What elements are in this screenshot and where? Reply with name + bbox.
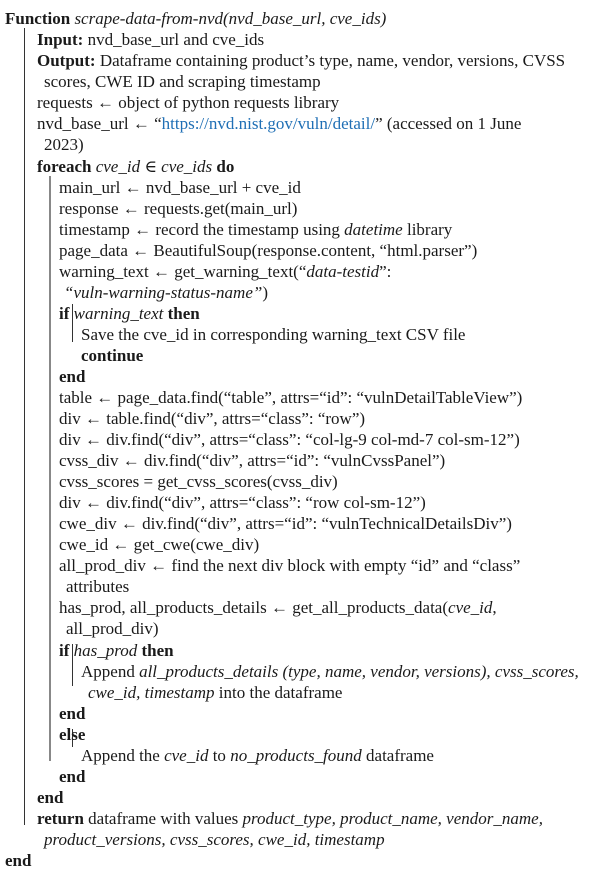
if-keyword: if	[59, 641, 70, 660]
input-text: nvd_base_url and cve_ids	[87, 30, 265, 49]
nvd-link[interactable]: https://nvd.nist.gov/vuln/detail/	[161, 114, 376, 133]
return-line	[37, 808, 543, 829]
if-cond: warning_text	[73, 304, 164, 323]
div2-line	[59, 429, 520, 450]
output-line-cont	[44, 71, 321, 92]
function-header	[5, 8, 386, 29]
base-url-suffix: ” (accessed on 1 June	[375, 114, 522, 133]
warning-pre: warning_text ← get_warning_text(“	[59, 262, 307, 281]
function-signature: scrape-data-from-nvd(nvd_base_url, cve_ids)	[74, 9, 387, 28]
has-prod-pre: has_prod, all_products_details ← get_all_products_data(	[59, 598, 449, 617]
output-label: Output:	[37, 51, 96, 70]
end-if-warning	[59, 366, 85, 387]
page-data-text: page_data ← BeautifulSoup(response.content, “html.parser”)	[59, 241, 478, 260]
output-line	[37, 50, 565, 71]
main-url-text: main_url ← nvd_base_url + cve_id	[59, 178, 301, 197]
base-url-prefix: nvd_base_url ← “	[37, 114, 162, 133]
cvss-div-line	[59, 450, 445, 471]
append1-pre: Append	[81, 662, 140, 681]
input-line	[37, 29, 264, 50]
cwe-div-line	[59, 513, 512, 534]
cvss-div-text: cvss_div ← div.find(“div”, attrs=“id”: “vulnCvssPanel”)	[59, 451, 446, 470]
if-keyword: if	[59, 304, 70, 323]
append2-pre: Append the	[81, 746, 165, 765]
if2-cond: has_prod	[73, 641, 138, 660]
else-line	[59, 724, 85, 745]
all-prod-line-cont	[66, 576, 129, 597]
foreach-keyword: foreach	[37, 157, 92, 176]
end-if-has-prod	[59, 703, 85, 724]
table-line	[59, 387, 522, 408]
return-line-cont	[44, 829, 385, 850]
timestamp-line	[59, 219, 452, 240]
append2-mid: to	[208, 746, 231, 765]
function-scope-bar	[24, 28, 25, 825]
warning-cont-post: )	[262, 283, 269, 302]
if-warning-line	[59, 303, 200, 324]
has-prod-cont: all_prod_div)	[66, 619, 159, 638]
table-text: table ← page_data.find(“table”, attrs=“id”: “vulnDetailTableView”)	[59, 388, 523, 407]
warning-post: ”:	[379, 262, 392, 281]
append1-it: all_products_details (type, name, vendor, versions), cvss_scores,	[139, 662, 579, 681]
page-data-line	[59, 240, 477, 261]
cvss-scores-text: cvss_scores = get_cvss_scores(cvss_div)	[59, 472, 338, 491]
all-prod-cont: attributes	[66, 577, 130, 596]
base-url-line	[37, 113, 521, 134]
append2-line	[81, 745, 434, 766]
timestamp-post: library	[402, 220, 453, 239]
continue-keyword: continue	[81, 346, 144, 365]
div1-text: div ← table.find(“div”, attrs=“class”: “row”)	[59, 409, 366, 428]
output-text-cont: scores, CWE ID and scraping timestamp	[44, 72, 321, 91]
return-it: product_type, product_name, vendor_name,	[242, 809, 543, 828]
append1-cont-post: into the dataframe	[214, 683, 343, 702]
return-cont-it: product_versions, cvss_scores, cwe_id, timestamp	[44, 830, 385, 849]
function-keyword: Function	[5, 9, 71, 28]
cwe-id-line	[59, 534, 259, 555]
base-url-cont: 2023)	[44, 135, 84, 154]
then-keyword: then	[167, 304, 200, 323]
all-prod-text: all_prod_div ← find the next div block with empty “id” and “class”	[59, 556, 521, 575]
if-has-prod-line	[59, 640, 174, 661]
append2-it1: cve_id	[164, 746, 209, 765]
timestamp-it: datetime	[344, 220, 403, 239]
has-prod-it: cve_id	[448, 598, 493, 617]
requests-text: requests ← object of python requests library	[37, 93, 340, 112]
response-text: response ← requests.get(main_url)	[59, 199, 298, 218]
warning-cont-it: “vuln-warning-status-name”	[64, 283, 263, 302]
return-keyword: return	[37, 809, 84, 828]
append1-line	[81, 661, 579, 682]
main-url-line	[59, 177, 301, 198]
end-keyword: end	[37, 788, 64, 807]
end-foreach	[37, 787, 63, 808]
has-prod-line	[59, 597, 497, 618]
save-line	[81, 324, 465, 345]
div3-line	[59, 492, 426, 513]
foreach-var: cve_id ∈ cve_ids	[95, 157, 213, 176]
end-keyword: end	[59, 704, 86, 723]
append2-it2: no_products_found	[230, 746, 362, 765]
requests-line	[37, 92, 339, 113]
foreach-scope-bar	[49, 176, 51, 761]
do-keyword: do	[216, 157, 235, 176]
continue-line	[81, 345, 143, 366]
then-keyword: then	[141, 641, 174, 660]
end-keyword: end	[5, 851, 32, 870]
end-keyword: end	[59, 367, 86, 386]
warning-line	[59, 261, 391, 282]
div2-text: div ← div.find(“div”, attrs=“class”: “col-lg-9 col-md-7 col-sm-12”)	[59, 430, 520, 449]
timestamp-pre: timestamp ← record the timestamp using	[59, 220, 345, 239]
cvss-scores-line	[59, 471, 338, 492]
warning-it: data-testid	[306, 262, 380, 281]
append1-cont-it: cwe_id, timestamp	[88, 683, 215, 702]
base-url-line-cont	[44, 134, 84, 155]
all-prod-line	[59, 555, 520, 576]
has-prod-post: ,	[492, 598, 497, 617]
append1-line-cont	[88, 682, 342, 703]
return-pre: dataframe with values	[83, 809, 243, 828]
end-else	[59, 766, 85, 787]
output-text: Dataframe containing product’s type, name, vendor, versions, CVSS	[99, 51, 566, 70]
has-prod-line-cont	[66, 618, 159, 639]
cwe-id-text: cwe_id ← get_cwe(cwe_div)	[59, 535, 260, 554]
div3-text: div ← div.find(“div”, attrs=“class”: “row col-sm-12”)	[59, 493, 426, 512]
end-keyword: end	[59, 767, 86, 786]
append2-post: dataframe	[361, 746, 434, 765]
input-label: Input:	[37, 30, 84, 49]
foreach-line	[37, 156, 234, 177]
response-line	[59, 198, 297, 219]
div1-line	[59, 408, 365, 429]
cwe-div-text: cwe_div ← div.find(“div”, attrs=“id”: “vulnTechnicalDetailsDiv”)	[59, 514, 512, 533]
end-function	[5, 850, 31, 871]
save-text: Save the cve_id in corresponding warning_text CSV file	[81, 325, 466, 344]
warning-line-cont	[64, 282, 268, 303]
else-keyword: else	[59, 725, 86, 744]
